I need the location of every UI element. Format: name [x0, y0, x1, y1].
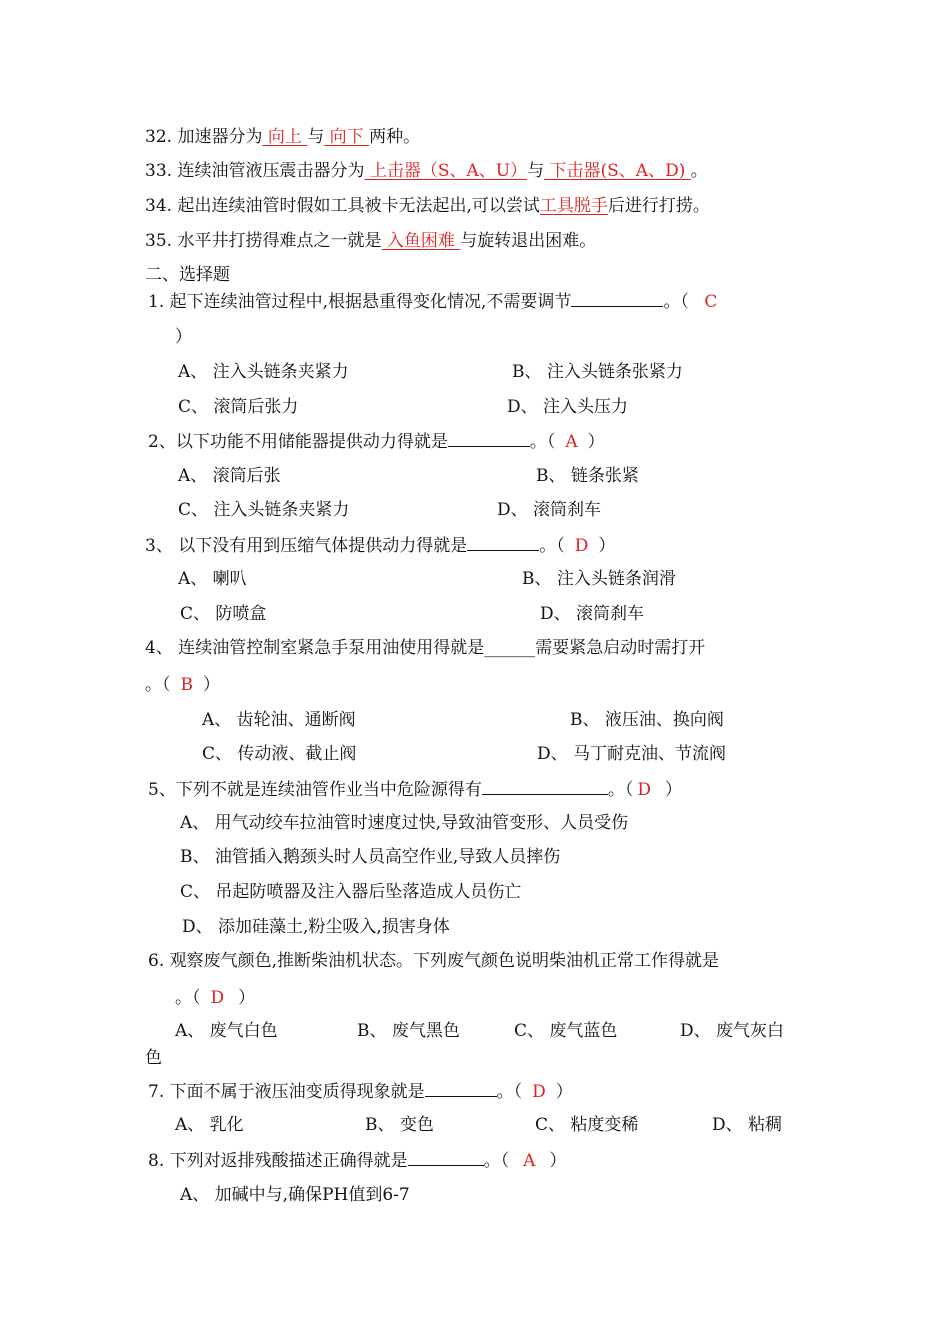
answer-text: 入鱼困难 [381, 231, 461, 251]
option-a: A、 滚筒后张 [178, 466, 281, 486]
answer-text: 上击器（S、A、U） [364, 161, 528, 181]
question-text: 4、 连续油管控制室紧急手泵用油使用得就是 [145, 638, 485, 658]
option-c: C、 传动液、截止阀 [202, 744, 357, 764]
option-a: A、 用气动绞车拉油管时速度过快,导致油管变形、人员受伤 [180, 813, 629, 833]
option-a: A、 乳化 [175, 1115, 244, 1135]
question-3-stem [145, 534, 615, 557]
answer-letter: C [704, 292, 718, 312]
option-b: B、 废气黑色 [357, 1021, 460, 1041]
question-text: 与 [307, 127, 325, 147]
answer-blank: ______ [484, 638, 536, 658]
option-c: C、 注入头链条夹紧力 [178, 500, 350, 520]
fill-item-33 [145, 160, 708, 182]
question-text: 。（ [145, 675, 171, 695]
section-title: 二、选择题 [145, 265, 230, 285]
question-1-stem [148, 290, 717, 313]
question-5-stem [148, 778, 682, 801]
question-4-stem [145, 637, 705, 659]
question-6-stem [148, 950, 719, 972]
question-text: 。（ [607, 780, 634, 800]
question-text: ） [598, 536, 616, 556]
question-text: 。（ [663, 292, 689, 312]
question-text: 34. 起出连续油管时假如工具被卡无法起出,可以尝试 [145, 196, 540, 216]
option-b: B、 注入头链条润滑 [522, 569, 676, 589]
option-b: B、 油管插入鹅颈头时人员高空作业,导致人员摔伤 [180, 847, 561, 867]
question-4-answer [145, 674, 220, 696]
fill-item-34 [145, 195, 710, 217]
question-text: 两种。 [369, 127, 421, 147]
answer-text: 下击器(S、A、D) [544, 161, 691, 181]
question-text: ） [549, 1151, 567, 1171]
option-d: D、 废气灰白 [680, 1021, 785, 1041]
option-a: A、 齿轮油、通断阀 [202, 710, 356, 730]
answer-letter: A [523, 1151, 536, 1171]
answer-blank [448, 430, 530, 447]
question-text: 。 [690, 161, 708, 181]
answer-blank [425, 1080, 497, 1097]
question-8-stem [148, 1149, 566, 1172]
question-text: 2、以下功能不用储能器提供动力得就是 [148, 432, 448, 452]
question-text: 32. 加速器分为 [145, 127, 263, 147]
answer-text: 向上 [262, 127, 308, 147]
option-d: D、 注入头压力 [507, 397, 629, 417]
answer-letter: D [574, 536, 589, 556]
question-text: ） [555, 1082, 573, 1102]
question-text: 3、 以下没有用到压缩气体提供动力得就是 [145, 536, 468, 556]
option-a: A、 注入头链条夹紧力 [178, 362, 349, 382]
option-d-wrap: 色 [145, 1048, 162, 1068]
option-b: B、 注入头链条张紧力 [512, 362, 683, 382]
question-text: 后进行打捞。 [607, 196, 710, 216]
question-text: 7. 下面不属于液压油变质得现象就是 [148, 1082, 425, 1102]
answer-blank [482, 778, 608, 795]
question-2-stem [148, 430, 605, 453]
question-text: 。（ [483, 1151, 510, 1171]
option-d: D、 粘稠 [712, 1115, 783, 1135]
answer-blank [571, 290, 663, 307]
option-c: C、 粘度变稀 [535, 1115, 639, 1135]
question-7-stem [148, 1080, 573, 1103]
answer-letter: D [532, 1082, 546, 1102]
question-text: 与旋转退出困难。 [460, 231, 597, 251]
option-c: C、 滚筒后张力 [178, 397, 299, 417]
answer-letter: D [210, 988, 225, 1008]
question-text: 需要紧急启动时需打开 [535, 638, 706, 658]
question-text: 5、下列不就是连续油管作业当中危险源得有 [148, 780, 482, 800]
answer-blank [408, 1149, 484, 1166]
question-text: 与 [527, 161, 545, 181]
option-b: B、 链条张紧 [536, 466, 639, 486]
question-text: 6. 观察废气颜色,推断柴油机状态。下列废气颜色说明柴油机正常工作得就是 [148, 951, 720, 971]
question-text: ） [587, 432, 605, 452]
answer-letter: B [180, 675, 193, 695]
answer-letter: D [637, 780, 651, 800]
question-text: 1. 起下连续油管过程中,根据悬重得变化情况,不需要调节 [148, 292, 572, 312]
question-text: ） [238, 988, 256, 1008]
question-6-answer [175, 987, 255, 1009]
question-text: 33. 连续油管液压震击器分为 [145, 161, 365, 181]
option-b: B、 变色 [365, 1115, 434, 1135]
question-1-close: ） [175, 327, 192, 347]
option-c: C、 防喷盒 [180, 604, 267, 624]
answer-text: 工具脱手 [539, 196, 608, 216]
question-text: 。（ [529, 432, 556, 452]
answer-blank [467, 534, 539, 551]
answer-text: 向下 [324, 127, 370, 147]
option-c: C、 废气蓝色 [514, 1021, 618, 1041]
option-a: A、 废气白色 [175, 1021, 278, 1041]
question-text: 。（ [539, 536, 565, 556]
question-text: 。（ [496, 1082, 523, 1102]
question-text: 35. 水平井打捞得难点之一就是 [145, 231, 382, 251]
option-d: D、 滚筒刹车 [497, 500, 602, 520]
answer-letter: A [565, 432, 578, 452]
question-text: ） [664, 780, 682, 800]
option-a: A、 喇叭 [178, 569, 247, 589]
fill-item-35 [145, 230, 596, 252]
question-text: ） [203, 675, 220, 695]
question-text: 。（ [175, 988, 201, 1008]
option-b: B、 液压油、换向阀 [570, 710, 724, 730]
question-text: 8. 下列对返排残酸描述正确得就是 [148, 1151, 408, 1171]
option-d: D、 马丁耐克油、节流阀 [537, 744, 727, 764]
fill-item-32 [145, 126, 420, 148]
option-a: A、 加碱中与,确保PH值到6-7 [180, 1185, 410, 1205]
option-c: C、 吊起防喷器及注入器后坠落造成人员伤亡 [180, 882, 522, 902]
option-d: D、 添加硅藻土,粉尘吸入,损害身体 [182, 917, 450, 937]
option-d: D、 滚筒刹车 [540, 604, 645, 624]
